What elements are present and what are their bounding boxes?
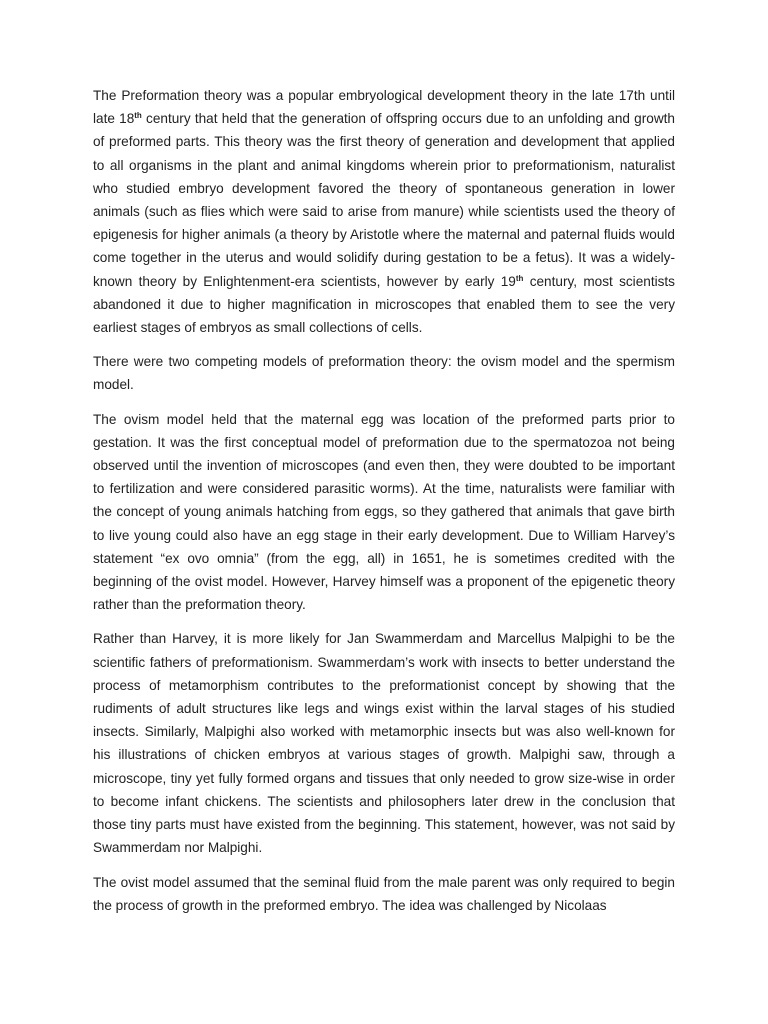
text-run: The Preformation theory was a popular embryological development theory in the late 17th until late 18 xyxy=(93,88,675,127)
paragraph-ovist-assumption: The ovist model assumed that the seminal fluid from the male parent was only required to begin the process of growth in the preformed embryo. The idea was challenged by Nicolaas xyxy=(93,874,675,913)
paragraph-competing-models: There were two competing models of preformation theory: the ovism model and the spermism model. xyxy=(93,354,675,393)
ordinal-superscript: th xyxy=(134,111,142,121)
text-run: century that held that the generation of offspring occurs due to an unfolding and growth of preformed parts. This theory was the first theory of generation and development that applied to all organisms in the plant and animal kingdoms wherein prior to preformationism, naturalist who studied embryo development favored the theory of spontaneous generation in lower animals (such as flies which were said to arise from manure) while scientists used the theory of epigenesis for higher animals (a theory by Aristotle where the maternal and paternal fluids would come together in the uterus and would solidify during gestation to be a fetus). It was a widely-known theory by Enlightenment-era scientists, however by early 19 xyxy=(93,111,675,289)
text-run: century, most scientists abandoned it due to higher magnification in microscopes that enabled them to see the very earliest stages of embryos as small collections of cells. xyxy=(93,273,675,336)
paragraph-swammerdam-malpighi: Rather than Harvey, it is more likely for Jan Swammerdam and Marcellus Malpighi to be the scientific fathers of preformationism. Swammerdam’s work with insects to better understand the process of metamorphism contributes to the preformationist concept by showing that the rudiments of adult structures like legs and wings exist within the larval stages of his studied insects. Similarly, Malpighi also worked with metamorphic insects but was also well-known for his illustrations of chicken embryos at various stages of growth. Malpighi saw, through a microscope, tiny yet fully formed organs and tissues that only needed to grow size-wise in order to become infant chickens. The scientists and philosophers later drew in the conclusion that those tiny parts must have existed from the beginning. This statement, however, was not said by Swammerdam nor Malpighi. xyxy=(93,631,675,856)
paragraph-ovism-model: The ovism model held that the maternal egg was location of the preformed parts prior to gestation. It was the first conceptual model of preformation due to the spermatozoa not being observed until the invention of microscopes (and even then, they were doubted to be important to fertilization and were considered parasitic worms). At the time, naturalists were familiar with the concept of young animals hatching from eggs, so they gathered that animals that gave birth to live young could also have an egg stage in their early development. Due to William Harvey’s statement “ex ovo omnia” (from the egg, all) in 1651, he is sometimes credited with the beginning of the ovist model. However, Harvey himself was a proponent of the epigenetic theory rather than the preformation theory. xyxy=(93,411,675,613)
document-page xyxy=(93,84,675,928)
paragraph-preformation-intro xyxy=(93,84,675,339)
ordinal-superscript: th xyxy=(515,273,524,283)
